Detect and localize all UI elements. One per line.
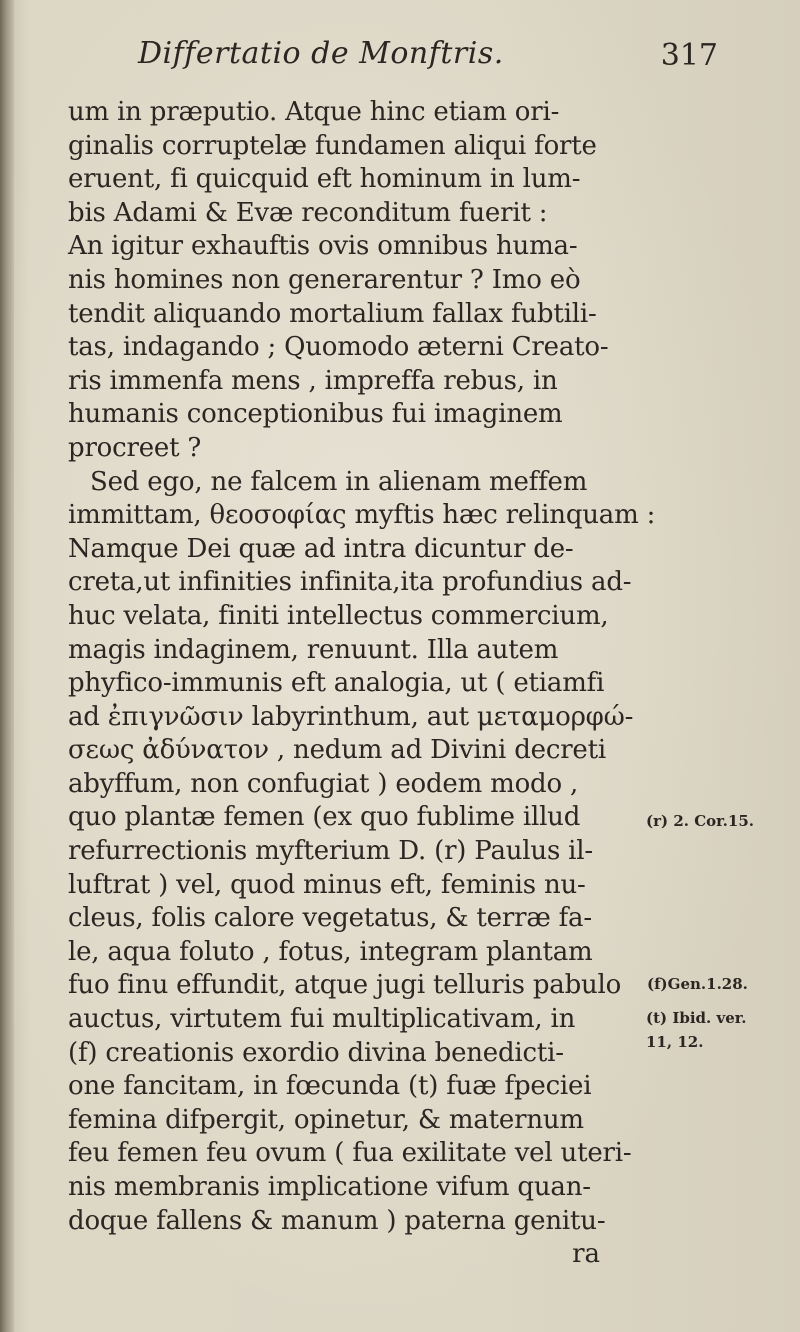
text-line: eruent, fi quicquid eft hominum in lum-: [68, 164, 581, 195]
text-line: (f) creationis exordio divina benedicti-: [68, 1037, 564, 1068]
text-line: bis Adami & Evæ reconditum fuerit :: [68, 197, 548, 228]
text-line: ris immenfa mens , impreffa rebus, in: [68, 365, 558, 396]
text-line: humanis conceptionibus fui imaginem: [68, 399, 563, 430]
text-line: huc velata, finiti intellectus commercium,: [68, 600, 609, 631]
text-line: refurrectionis myfterium D. (r) Paulus il-: [68, 836, 593, 867]
text-line: auctus, virtutem fui multiplicativam, in: [68, 1004, 576, 1035]
text-line: nis homines non generarentur ? Imo eò: [68, 264, 581, 295]
text-line: luftrat ) vel, quod minus eft, feminis nu-: [68, 869, 586, 900]
text-line: Sed ego, ne falcem in alienam meffem: [90, 466, 588, 497]
text-line: fuo finu effundit, atque jugi telluris pabulo: [68, 970, 622, 1001]
text-line: immittam, θεοσοφίας myftis hæc relinquam :: [68, 500, 656, 531]
text-line: Namque Dei quæ ad intra dicuntur de-: [68, 533, 574, 564]
text-line: um in præputio. Atque hinc etiam ori-: [68, 97, 560, 127]
margin-note-t-cont: 11, 12.: [646, 1033, 704, 1051]
text-line: An igitur exhauftis ovis omnibus huma-: [68, 231, 578, 262]
main-text: [68, 96, 656, 1272]
text-line: magis indaginem, renuunt. Illa autem: [68, 634, 559, 665]
text-line: le, aqua foluto , fotus, integram plantam: [68, 936, 593, 967]
text-line: feu femen feu ovum ( fua exilitate vel uteri-: [68, 1138, 632, 1169]
margin-note-t: (t) Ibid. ver.: [646, 1009, 747, 1027]
text-line: quo plantæ femen (ex quo fublime illud: [68, 802, 581, 833]
text-line: procreet ?: [68, 432, 202, 463]
text-line: ad ἐπιγνῶσιν labyrinthum, aut μεταμορφώ-: [68, 701, 634, 732]
margin-note-f: (f)Gen.1.28.: [647, 975, 748, 993]
running-head: [138, 36, 728, 76]
text-line: femina difpergit, opinetur, & maternum: [68, 1104, 584, 1135]
binding-gutter: [0, 0, 14, 1332]
text-line: tas, indagando ; Quomodo æterni Creato-: [68, 332, 609, 363]
text-line: ginalis corruptelæ fundamen aliqui forte: [68, 130, 597, 161]
text-line: cleus, folis calore vegetatus, & terræ fa-: [68, 903, 592, 934]
running-title: Differtatio de Monftris.: [138, 36, 504, 71]
text-line: creta,ut infinities infinita,ita profundius ad-: [68, 567, 632, 598]
text-line: one fancitam, in fœcunda (t) fuæ fpeciei: [68, 1071, 592, 1102]
text-line: nis membranis implicatione vifum quan-: [68, 1172, 591, 1202]
page-number: 317: [660, 38, 718, 73]
text-line: σεως ἀδύνατον , nedum ad Divini decreti: [68, 735, 606, 766]
margin-note-r: (r) 2. Cor.15.: [646, 812, 754, 830]
text-line: abyffum, non confugiat ) eodem modo ,: [68, 768, 579, 799]
text-line: tendit aliquando mortalium fallax fubtili-: [68, 298, 597, 329]
text-line: phyfico-immunis eft analogia, ut ( etiamfi: [68, 668, 605, 699]
text-line: doque fallens & manum ) paterna genitu-: [68, 1205, 606, 1236]
catchword: ra: [572, 1239, 600, 1270]
